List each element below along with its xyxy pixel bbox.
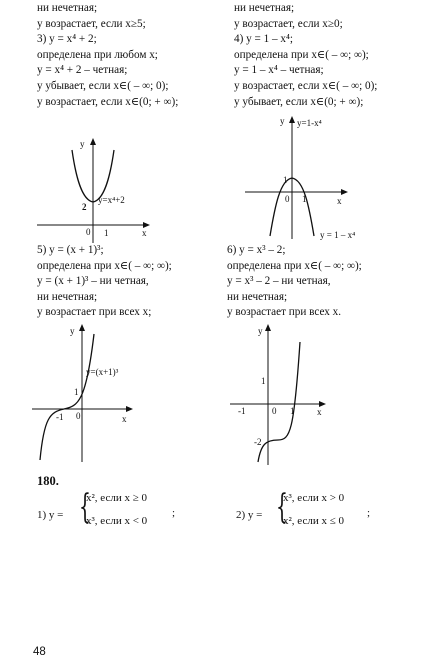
part1-row1: x², если x ≥ 0 [86,492,147,504]
text-line: 4) y = 1 – x⁴; [234,33,293,46]
text-line: определена при x∈( – ∞; ∞); [234,48,369,61]
part1-brace: { [79,487,91,527]
x-tick-label: 1 [104,228,109,238]
text-line: 3) y = x⁴ + 2; [37,33,97,46]
text-line: y возрастает, если x∈( – ∞; 0); [234,79,378,92]
text-line: 6) y = x³ – 2; [227,244,286,256]
text-line: y возрастает при всех x. [227,306,342,319]
curve-label-top: y=1-x⁴ [297,118,322,128]
text-line: y = x⁴ + 2 – четная; [37,64,128,77]
page-number: 48 [33,646,46,658]
origin-label: 0 [86,227,91,237]
graph-1-minus-x4 [240,114,390,244]
y-tick-label: 1 [261,376,266,386]
text-line: y убывает, если x∈(0; + ∞); [234,95,364,108]
text-line: 5) y = (x + 1)³; [37,244,104,256]
text-line: y возрастает при всех x; [37,306,152,319]
y-tick-label: 1 [74,387,79,397]
text-line: y = 1 – x⁴ – четная; [234,64,324,77]
text-line: y возрастает, если x≥0; [234,17,343,30]
left-column-middle [37,243,232,321]
curve-x-cubed-minus-2 [258,342,300,462]
text-line: y убывает, если x∈( – ∞; 0); [37,79,169,92]
text-line: y = (x + 1)³ – ни четная, [37,275,149,288]
text-line: y возрастает, если x≥5; [37,17,146,30]
problem-number: 180. [37,474,59,488]
x-axis-arrow [126,406,133,412]
text-line: определена при x∈( – ∞; ∞); [37,259,172,272]
curve-label-bottom: y = 1 – x⁴ [320,230,356,240]
part2-end: ; [367,507,371,519]
right-column-top [234,1,423,110]
text-line: ни нечетная; [37,2,98,14]
text-line: определена при любом x; [37,48,158,61]
text-line: y возрастает, если x∈(0; + ∞); [37,95,179,108]
curve-x-plus-1-cubed [40,334,94,460]
y-tick-neg-label: -2 [254,437,262,447]
graph-x-plus-1-cubed [30,322,150,467]
text-line: ни нечетная; [234,2,295,14]
text-line: ни нечетная; [227,290,288,303]
origin-label: 0 [272,406,277,416]
left-column-top [37,1,227,110]
y-axis-arrow [90,138,96,145]
part2-brace: { [276,487,288,527]
text-line: y = x³ – 2 – ни четная, [227,275,331,288]
x-axis-label: x [142,228,147,238]
part2-row2: x², если x ≤ 0 [283,515,344,527]
y-axis-arrow [265,324,271,331]
x-tick-neg-label: -1 [238,406,246,416]
x-axis-label: x [122,414,127,424]
x-tick-label: -1 [56,412,64,422]
right-column-middle [227,243,422,321]
x-axis-arrow [341,189,348,195]
part2-prefix: 2) y = [236,509,263,521]
text-line: определена при x∈( – ∞; ∞); [227,259,362,272]
part1-prefix: 1) y = [37,509,64,521]
y-axis-label: y [70,326,75,336]
origin-label: 0 [76,411,81,421]
origin-label: 0 [285,194,290,204]
curve-label: y=(x+1)³ [86,367,119,377]
x-axis-label: x [337,196,342,206]
part2-row1: x³, если x > 0 [283,492,345,504]
graph-x-cubed-minus-2 [228,322,343,467]
y-axis-arrow [289,116,295,123]
graph-x4-plus-2 [32,138,162,248]
x-tick-label: 1 [290,406,295,416]
y-axis-label: y [280,116,285,126]
x-axis-label: x [317,407,322,417]
y-axis-label: y [258,326,263,336]
y-axis-arrow [79,324,85,331]
text-line: ни нечетная; [37,290,98,303]
x-tick-label: 1 [302,194,307,204]
curve-label: y=x⁴+2 [98,195,125,205]
part1-row2: x³, если x < 0 [86,515,148,527]
y-tick-label: 2 [82,202,87,212]
y-tick-label: 1 [283,175,288,185]
y-axis-label: y [80,139,85,149]
part1-end: ; [172,507,176,519]
